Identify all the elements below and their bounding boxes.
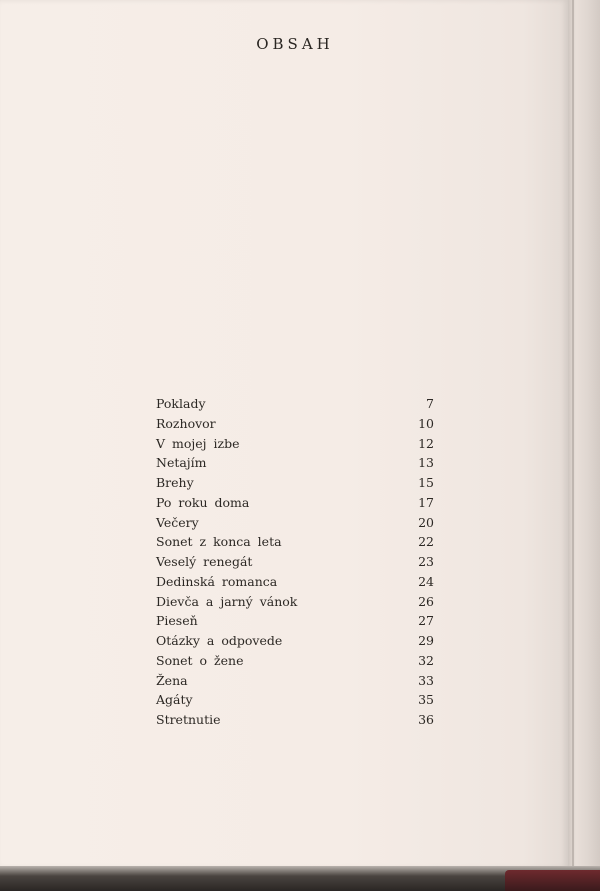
toc-entry-page: 23 (418, 554, 434, 569)
cover-edge (505, 870, 600, 891)
toc-entry (156, 611, 434, 631)
toc-entry-title: Pieseň (156, 613, 198, 629)
toc-entry-title: Brehy (156, 475, 194, 490)
toc-entry-page: 20 (418, 514, 434, 530)
toc-entry (156, 434, 434, 454)
toc-entry (156, 532, 434, 552)
toc-entry (156, 592, 434, 612)
toc-entry (156, 414, 434, 434)
toc-entry-page: 22 (418, 534, 434, 550)
toc-entry (156, 631, 434, 651)
toc-entry-page: 13 (418, 455, 434, 471)
toc-entry-page: 7 (426, 396, 434, 411)
toc-entry-title: Poklady (156, 396, 206, 411)
toc-entry-page: 29 (418, 633, 434, 648)
toc-entry-title: Stretnutie (156, 712, 221, 727)
toc-entry-title: Sonet z konca leta (156, 534, 282, 550)
toc-entry (156, 651, 434, 671)
toc-entry (156, 473, 434, 493)
toc-entry-title: Dedinská romanca (156, 573, 278, 589)
page-title: OBSAH (256, 35, 334, 53)
toc-entry-page: 27 (418, 613, 434, 629)
toc-entry-title: Sonet o žene (156, 652, 244, 668)
toc-entry-page: 26 (418, 593, 434, 609)
toc-entry-title: V mojej izbe (156, 435, 240, 451)
toc-entry-title: Rozhovor (156, 415, 216, 431)
toc-entry-page: 36 (418, 712, 434, 727)
toc-entry-page: 17 (418, 494, 434, 510)
toc-entry-title: Netajím (156, 455, 207, 471)
toc-entry (156, 394, 434, 414)
toc-entry-page: 35 (418, 692, 434, 708)
toc-entry-title: Večery (156, 514, 199, 530)
toc-entry (156, 552, 434, 572)
toc-entry (156, 690, 434, 710)
toc-entry (156, 493, 434, 513)
toc-entry-page: 10 (418, 415, 434, 431)
toc-entry (156, 671, 434, 691)
page-edge-line (572, 0, 574, 868)
toc-entry-page: 32 (418, 652, 434, 668)
toc-entry-page: 12 (418, 435, 434, 451)
toc-entry-title: Po roku doma (156, 494, 250, 510)
toc-entry-page: 24 (418, 573, 434, 589)
toc-entry (156, 710, 434, 730)
toc-entry-page: 15 (418, 475, 434, 490)
toc-entry-title: Veselý renegát (156, 554, 253, 569)
toc-entry-title: Otázky a odpovede (156, 633, 283, 648)
toc-entry-page: 33 (418, 672, 434, 688)
table-of-contents (156, 394, 434, 730)
toc-entry-title: Agáty (156, 692, 193, 708)
toc-entry (156, 513, 434, 533)
toc-entry (156, 453, 434, 473)
toc-entry-title: Žena (156, 672, 188, 688)
toc-entry-title: Dievča a jarný vánok (156, 593, 298, 609)
toc-entry (156, 572, 434, 592)
